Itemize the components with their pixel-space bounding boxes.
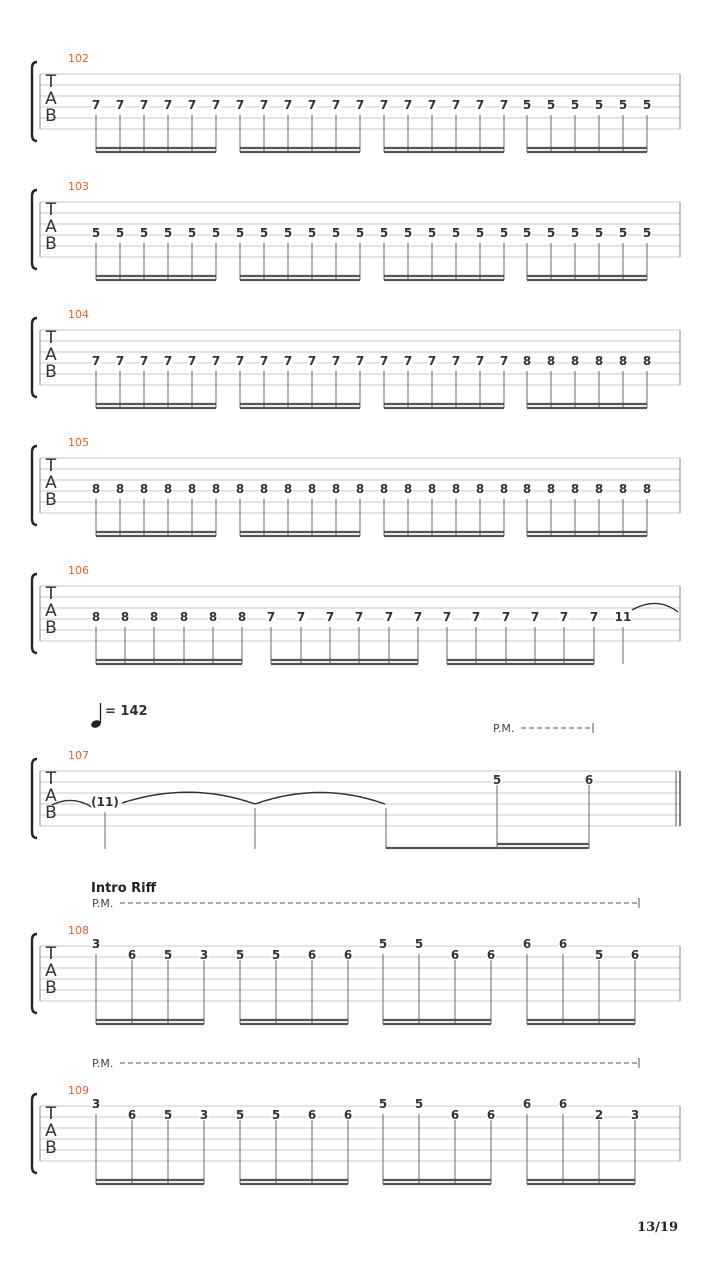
fret-number: 8	[237, 610, 247, 624]
fret-number: 5	[91, 226, 101, 240]
fret-number: 5	[618, 98, 628, 112]
tab-clef-letter: A	[45, 473, 57, 493]
fret-number: 3	[630, 1108, 640, 1122]
tab-clef-letter: B	[45, 618, 57, 638]
system-bracket	[32, 759, 37, 838]
fret-number: 7	[379, 354, 389, 368]
measure-number: 109	[68, 1084, 89, 1097]
fret-number: 8	[403, 482, 413, 496]
tab-clef-letter: A	[45, 961, 57, 981]
system-bracket	[32, 934, 37, 1013]
system-bracket	[32, 62, 37, 141]
fret-number: 8	[149, 610, 159, 624]
fret-number: 5	[546, 98, 556, 112]
fret-number: 8	[546, 354, 556, 368]
tab-clef-letter: T	[45, 1104, 57, 1124]
fret-number: 7	[296, 610, 306, 624]
tab-clef-letter: T	[45, 584, 57, 604]
fret-number: 5	[492, 773, 502, 787]
fret-number: 5	[427, 226, 437, 240]
fret-number: 8	[211, 482, 221, 496]
tempo-value: = 142	[105, 704, 148, 719]
fret-number: 8	[451, 482, 461, 496]
fret-number: 6	[127, 1108, 137, 1122]
fret-number: 7	[259, 98, 269, 112]
fret-number: 7	[91, 354, 101, 368]
fret-number: 8	[179, 610, 189, 624]
fret-number: 8	[208, 610, 218, 624]
fret-number: 7	[115, 98, 125, 112]
measure-number: 105	[68, 436, 89, 449]
fret-number: 7	[475, 354, 485, 368]
fret-number: 6	[558, 937, 568, 951]
fret-number: 7	[331, 354, 341, 368]
tab-staff	[32, 1094, 680, 1173]
measure-number: 106	[68, 564, 89, 577]
tab-clef-letter: A	[45, 217, 57, 237]
fret-number: 7	[427, 98, 437, 112]
tab-clef-letter: B	[45, 106, 57, 126]
fret-number: 7	[163, 354, 173, 368]
fret-number: 7	[307, 98, 317, 112]
fret-number: 8	[618, 482, 628, 496]
fret-number: 5	[378, 937, 388, 951]
fret-number: 6	[307, 948, 317, 962]
tab-clef-letter: T	[45, 328, 57, 348]
fret-number: 6	[450, 948, 460, 962]
fret-number: 5	[594, 226, 604, 240]
fret-number: 7	[266, 610, 276, 624]
fret-number: 7	[501, 610, 511, 624]
fret-number: 7	[325, 610, 335, 624]
fret-number: 7	[413, 610, 423, 624]
fret-number: 7	[471, 610, 481, 624]
fret-number: 7	[499, 98, 509, 112]
fret-number: 7	[403, 98, 413, 112]
palm-mute-label: P.M.	[92, 1057, 114, 1070]
fret-number: 5	[283, 226, 293, 240]
fret-number: 7	[475, 98, 485, 112]
fret-number: 5	[594, 948, 604, 962]
tab-clef-letter: A	[45, 601, 57, 621]
tab-clef-letter: B	[45, 234, 57, 254]
fret-number: 7	[354, 610, 364, 624]
fret-number: 8	[427, 482, 437, 496]
fret-number: 3	[91, 937, 101, 951]
system-bracket	[32, 574, 37, 653]
fret-number: 6	[558, 1097, 568, 1111]
fret-number: 8	[570, 482, 580, 496]
fret-number: 7	[283, 98, 293, 112]
fret-number: 5	[570, 226, 580, 240]
tie-arc	[255, 793, 385, 805]
fret-number: 5	[163, 1108, 173, 1122]
tab-clef-letter: T	[45, 944, 57, 964]
fret-number: 5	[187, 226, 197, 240]
fret-number: 5	[235, 948, 245, 962]
tempo-marking	[90, 703, 102, 729]
fret-number: 5	[570, 98, 580, 112]
fret-number: 7	[283, 354, 293, 368]
fret-number: 8	[570, 354, 580, 368]
fret-number: 5	[115, 226, 125, 240]
fret-number: 8	[91, 610, 101, 624]
fret-number: (11)	[91, 795, 119, 809]
fret-number: 8	[139, 482, 149, 496]
fret-number: 7	[427, 354, 437, 368]
fret-number: 6	[450, 1108, 460, 1122]
fret-number: 8	[642, 482, 652, 496]
tab-clef-letter: B	[45, 1138, 57, 1158]
fret-number: 5	[451, 226, 461, 240]
fret-number: 8	[307, 482, 317, 496]
system-bracket	[32, 318, 37, 397]
measure-number: 102	[68, 52, 89, 65]
tab-staff	[32, 934, 680, 1013]
tie-arc	[122, 792, 255, 804]
fret-number: 7	[379, 98, 389, 112]
fret-number: 5	[546, 226, 556, 240]
fret-number: 7	[499, 354, 509, 368]
fret-number: 5	[414, 1097, 424, 1111]
fret-number: 7	[139, 98, 149, 112]
fret-number: 5	[307, 226, 317, 240]
fret-number: 6	[127, 948, 137, 962]
fret-number: 8	[259, 482, 269, 496]
fret-number: 6	[522, 937, 532, 951]
fret-number: 5	[331, 226, 341, 240]
fret-number: 6	[307, 1108, 317, 1122]
fret-number: 8	[91, 482, 101, 496]
tab-clef-letter: T	[45, 72, 57, 92]
fret-number: 8	[120, 610, 130, 624]
fret-number: 7	[259, 354, 269, 368]
fret-number: 7	[187, 98, 197, 112]
tab-clef-letter: B	[45, 490, 57, 510]
fret-number: 11	[614, 610, 632, 624]
fret-number: 8	[618, 354, 628, 368]
fret-number: 5	[403, 226, 413, 240]
palm-mute-label: P.M.	[493, 722, 515, 735]
fret-number: 7	[589, 610, 599, 624]
tab-clef-letter: B	[45, 362, 57, 382]
system-bracket	[32, 190, 37, 269]
fret-number: 6	[584, 773, 594, 787]
fret-number: 7	[139, 354, 149, 368]
fret-number: 8	[546, 482, 556, 496]
measure-number: 108	[68, 924, 89, 937]
system-bracket	[32, 1094, 37, 1173]
fret-number: 5	[235, 1108, 245, 1122]
fret-number: 5	[414, 937, 424, 951]
measure-number: 104	[68, 308, 89, 321]
fret-number: 7	[163, 98, 173, 112]
fret-number: 5	[259, 226, 269, 240]
tab-clef-letter: A	[45, 786, 57, 806]
fret-number: 5	[594, 98, 604, 112]
fret-number: 5	[522, 226, 532, 240]
tab-clef-letter: T	[45, 200, 57, 220]
fret-number: 3	[199, 948, 209, 962]
fret-number: 7	[355, 98, 365, 112]
fret-number: 8	[499, 482, 509, 496]
fret-number: 7	[235, 354, 245, 368]
fret-number: 7	[384, 610, 394, 624]
fret-number: 8	[379, 482, 389, 496]
fret-number: 7	[235, 98, 245, 112]
fret-number: 5	[271, 1108, 281, 1122]
fret-number: 8	[594, 354, 604, 368]
fret-number: 5	[642, 98, 652, 112]
fret-number: 7	[331, 98, 341, 112]
measure-number: 103	[68, 180, 89, 193]
fret-number: 5	[163, 226, 173, 240]
fret-number: 8	[522, 482, 532, 496]
fret-number: 6	[522, 1097, 532, 1111]
tab-clef-letter: A	[45, 1121, 57, 1141]
fret-number: 8	[522, 354, 532, 368]
tab-staff	[32, 759, 680, 838]
measure-number: 107	[68, 749, 89, 762]
fret-number: 7	[91, 98, 101, 112]
fret-number: 5	[378, 1097, 388, 1111]
fret-number: 7	[559, 610, 569, 624]
section-label: Intro Riff	[91, 881, 157, 896]
fret-number: 7	[442, 610, 452, 624]
fret-number: 8	[594, 482, 604, 496]
fret-number: 7	[115, 354, 125, 368]
fret-number: 5	[499, 226, 509, 240]
tab-clef-letter: A	[45, 89, 57, 109]
tab-clef-letter: A	[45, 345, 57, 365]
tab-clef-letter: T	[45, 769, 57, 789]
fret-number: 8	[235, 482, 245, 496]
fret-number: 5	[271, 948, 281, 962]
fret-number: 7	[211, 354, 221, 368]
fret-number: 6	[486, 948, 496, 962]
tab-clef-letter: B	[45, 803, 57, 823]
fret-number: 5	[163, 948, 173, 962]
fret-number: 7	[211, 98, 221, 112]
system-bracket	[32, 446, 37, 525]
fret-number: 6	[343, 948, 353, 962]
fret-number: 6	[630, 948, 640, 962]
fret-number: 5	[522, 98, 532, 112]
tab-clef-letter: B	[45, 978, 57, 998]
fret-number: 2	[594, 1108, 604, 1122]
fret-number: 6	[343, 1108, 353, 1122]
fret-number: 8	[283, 482, 293, 496]
fret-number: 7	[403, 354, 413, 368]
fret-number: 7	[187, 354, 197, 368]
fret-number: 7	[451, 98, 461, 112]
fret-number: 7	[307, 354, 317, 368]
fret-number: 5	[211, 226, 221, 240]
fret-number: 3	[91, 1097, 101, 1111]
fret-number: 8	[642, 354, 652, 368]
fret-number: 3	[199, 1108, 209, 1122]
palm-mute-label: P.M.	[92, 897, 114, 910]
fret-number: 5	[139, 226, 149, 240]
fret-number: 6	[486, 1108, 496, 1122]
fret-number: 5	[235, 226, 245, 240]
fret-number: 8	[355, 482, 365, 496]
fret-number: 8	[115, 482, 125, 496]
fret-number: 5	[642, 226, 652, 240]
fret-number: 8	[163, 482, 173, 496]
fret-number: 7	[530, 610, 540, 624]
fret-number: 5	[355, 226, 365, 240]
fret-number: 7	[451, 354, 461, 368]
fret-number: 8	[475, 482, 485, 496]
page-number: 13/19	[637, 1220, 678, 1235]
fret-number: 7	[355, 354, 365, 368]
fret-number: 8	[187, 482, 197, 496]
tab-clef-letter: T	[45, 456, 57, 476]
fret-number: 5	[618, 226, 628, 240]
fret-number: 5	[379, 226, 389, 240]
fret-number: 5	[475, 226, 485, 240]
fret-number: 8	[331, 482, 341, 496]
